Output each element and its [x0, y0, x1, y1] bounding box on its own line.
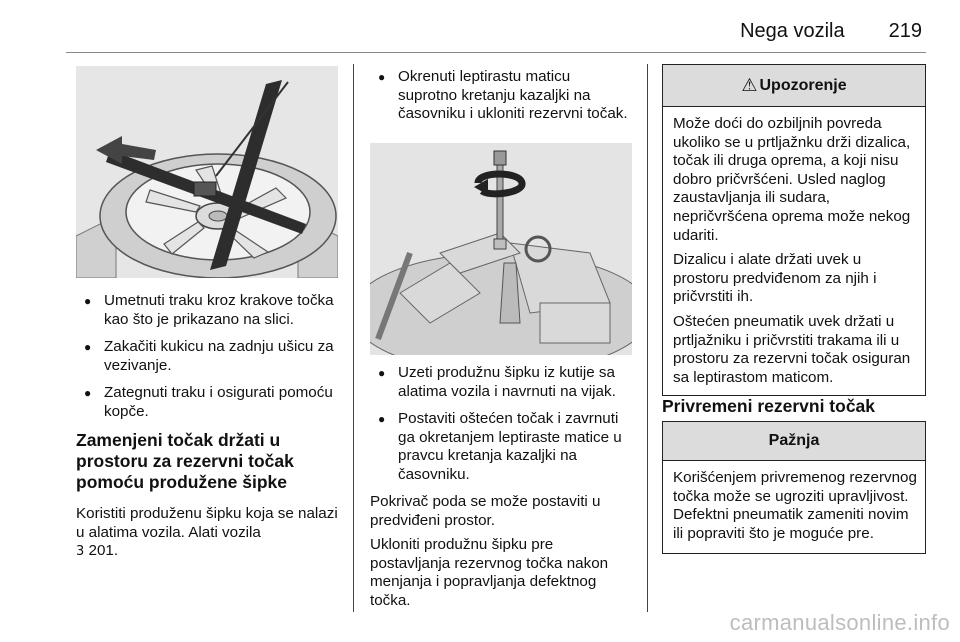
cross-reference-icon: 3 — [76, 544, 85, 559]
paragraph — [76, 505, 340, 562]
watermark: carmanualsonline.info — [729, 610, 950, 635]
paragraph-text: Koristiti produženu šipku koja se nalazi u alatima vozila. Alati vozila — [76, 505, 338, 541]
list-item: ● Uzeti produžnu šipku iz kutije sa alatima vozila i navrnuti na vijak. — [370, 364, 632, 401]
warning-box — [662, 64, 926, 396]
column-divider — [647, 64, 648, 612]
warning-paragraph: Može doći do ozbiljnih povreda ukoliko se u prtljažnku drži dizalica, točak ili druga oprema, a koji nisu dobro pričvršćeni. Usled naglog zaustavljanja ili sudara, nepričvršćena oprema može nekog udariti. — [673, 115, 911, 244]
list-item: ● Postaviti oštećen točak i zavrnuti ga okretanjem leptiraste matice u pravcu kretanja kazaljki na časovniku. — [370, 410, 632, 484]
warning-paragraph: Dizalicu i alate držati uvek u prostoru predviđenom za njih i pričvrstiti ih. — [673, 251, 877, 306]
column-2 — [370, 364, 632, 616]
illustration-spare-wheel-strap — [76, 66, 338, 278]
warning-title — [663, 65, 925, 107]
page-number: 219 — [888, 20, 922, 42]
section-heading: Privremeni rezervni točak — [662, 396, 876, 416]
notice-box — [662, 421, 926, 554]
column-1 — [76, 292, 340, 568]
list-item: ● Zategnuti traku i osigurati pomoću kopče. — [76, 384, 340, 421]
warning-title-text: Upozorenje — [759, 77, 847, 94]
cross-reference-page[interactable]: 201. — [88, 542, 119, 559]
paragraph: Ukloniti produžnu šipku pre postavljanja rezervnog točka nakon menjanja i popravljanja defektnog točka. — [370, 536, 609, 609]
warning-paragraph: Oštećen pneumatik uvek držati u prtljažniku i pričvrstiti trakama ili u prostoru za rezervni točak osiguran sa leptirastom maticom. — [673, 312, 911, 386]
header-rule — [66, 52, 926, 53]
list-item: ● Zakačiti kukicu na zadnju ušicu za vezivanje. — [76, 338, 340, 375]
column-divider — [353, 64, 354, 612]
section-title: Nega vozila — [740, 20, 845, 42]
extension-rod-drawing — [370, 143, 632, 355]
illustration-extension-rod — [370, 143, 632, 355]
notice-text: Korišćenjem privremenog rezervnog točka može se ugroziti upravljivost. Defektni pneumatik zameniti novim ili popraviti što je moguće pre. — [673, 469, 917, 542]
notice-title: Pažnja — [663, 422, 925, 461]
warning-body — [663, 107, 925, 395]
warning-triangle-icon: ⚠ — [741, 75, 758, 95]
notice-body — [663, 461, 925, 553]
instruction-list — [370, 68, 632, 124]
instruction-list — [370, 364, 632, 484]
list-item: ● Okrenuti leptirastu maticu suprotno kretanju kazaljki na časovniku i ukloniti rezervni točak. — [370, 68, 632, 124]
column-2-top — [370, 68, 632, 133]
spare-wheel-strap-drawing — [76, 66, 338, 278]
list-item: ● Umetnuti traku kroz krakove točka kao što je prikazano na slici. — [76, 292, 340, 329]
page-header — [740, 20, 922, 50]
paragraph: Pokrivač poda se može postaviti u predviđeni prostor. — [370, 493, 601, 529]
section-heading: Zamenjeni točak držati u prostoru za rezervni točak pomoću produžene šipke — [76, 430, 294, 492]
instruction-list — [76, 292, 340, 421]
